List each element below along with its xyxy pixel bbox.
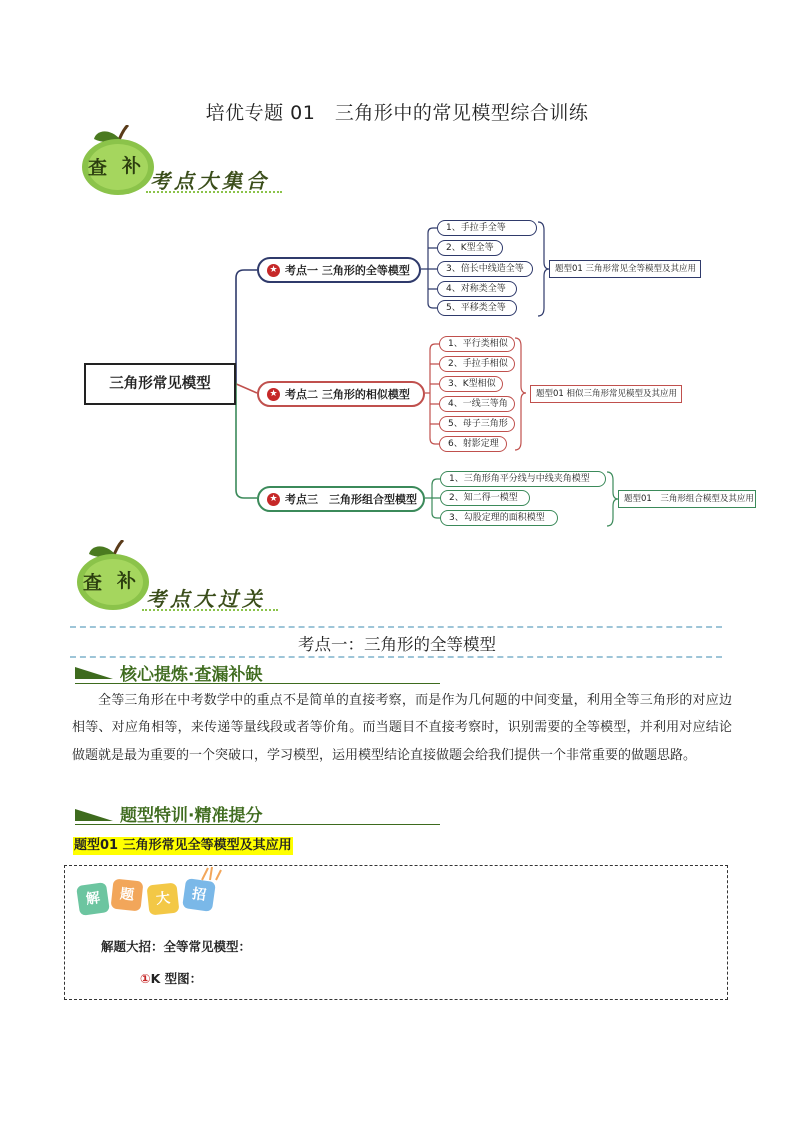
sparkle-icon: [198, 866, 224, 882]
tip-block: 解: [76, 882, 110, 916]
star-icon: ★: [267, 388, 280, 401]
tip-block: 招: [182, 878, 216, 912]
mindmap-ref: 题型01 相似三角形常见模型及其应用: [530, 385, 682, 403]
mindmap-leaf: 1、手拉手全等: [437, 220, 537, 236]
mindmap-leaf: 5、平移类全等: [437, 300, 517, 316]
mindmap-leaf: 2、K型全等: [437, 240, 503, 256]
star-icon: ★: [267, 493, 280, 506]
divider-bottom: [70, 656, 722, 658]
circled-number: ①: [140, 971, 151, 986]
topic-label: 考点二 三角形的相似模型: [285, 388, 410, 401]
k-model-text: K 型图：: [150, 971, 203, 986]
badge-char-2: 补: [122, 155, 142, 177]
mindmap-leaf: 2、知二得一模型: [440, 490, 530, 506]
badge-char-2: 补: [117, 570, 137, 592]
mindmap-leaf: 3、勾股定理的面积模型: [440, 510, 558, 526]
tip-block: 题: [111, 879, 144, 912]
topic-label: 考点三 三角形组合型模型: [285, 493, 417, 506]
tip-block: 大: [147, 883, 180, 916]
section-marker-icon: [75, 809, 113, 821]
mindmap-leaf: 3、K型相似: [439, 376, 503, 392]
kaodian-heading: 考点一：三角形的全等模型: [298, 635, 496, 654]
mindmap-ref: 题型01 三角形常见全等模型及其应用: [549, 260, 701, 278]
mindmap-topic-1: [257, 257, 421, 283]
mindmap-center-node: 三角形常见模型: [84, 363, 236, 405]
mindmap-topic-3: [257, 486, 425, 512]
mindmap-leaf: 2、手拉手相似: [439, 356, 515, 372]
page-title: 培优专题 01 三角形中的常见模型综合训练: [205, 102, 589, 124]
mindmap-leaf: 1、三角形角平分线与中线夹角模型: [440, 471, 606, 487]
mindmap-leaf: 3、倍长中线造全等: [437, 261, 533, 277]
mindmap-leaf: 4、对称类全等: [437, 281, 517, 297]
core-heading-underline: [75, 683, 440, 684]
mindmap-topic-2: [257, 381, 425, 407]
core-heading: 核心提炼·查漏补缺: [120, 665, 263, 685]
intro-paragraph: 全等三角形在中考数学中的重点不是简单的直接考察，而是作为几何题的中间变量，利用全等三角形的对应边相等、对应角相等，来传递等量线段或者等价角。而当题目不直接考察时，识别需要的全等模型，并利用对应结论做题就是最为重要的一个突破口，学习模型，运用模型结论直接做题会给我们提供一个非常重要的做题思路。: [72, 693, 732, 763]
type-title: 题型01 三角形常见全等模型及其应用: [74, 838, 292, 853]
section-marker-icon: [75, 667, 113, 679]
badge-title-review: 考点大过关: [146, 587, 266, 611]
badge-title-summary: 考点大集合: [150, 169, 270, 193]
divider-top: [70, 626, 722, 628]
star-icon: ★: [267, 264, 280, 277]
mindmap-leaf: 5、母子三角形: [439, 416, 515, 432]
tips-label: 解题大招：全等常见模型：: [101, 939, 252, 954]
k-model-label: [140, 969, 202, 987]
section-badge-review: [73, 540, 153, 612]
mindmap-leaf: 6、射影定理: [439, 436, 507, 452]
mindmap-ref: 题型01 三角形组合模型及其应用: [618, 490, 756, 508]
badge-char-1: 查: [88, 157, 108, 179]
badge-underline: [142, 609, 278, 611]
mindmap-leaf: 4、一线三等角: [439, 396, 515, 412]
training-heading-underline: [75, 824, 440, 825]
mindmap-leaf: 1、平行类相似: [439, 336, 515, 352]
training-heading: 题型特训·精准提分: [120, 806, 263, 826]
topic-label: 考点一 三角形的全等模型: [285, 264, 410, 277]
badge-char-1: 查: [83, 572, 103, 594]
